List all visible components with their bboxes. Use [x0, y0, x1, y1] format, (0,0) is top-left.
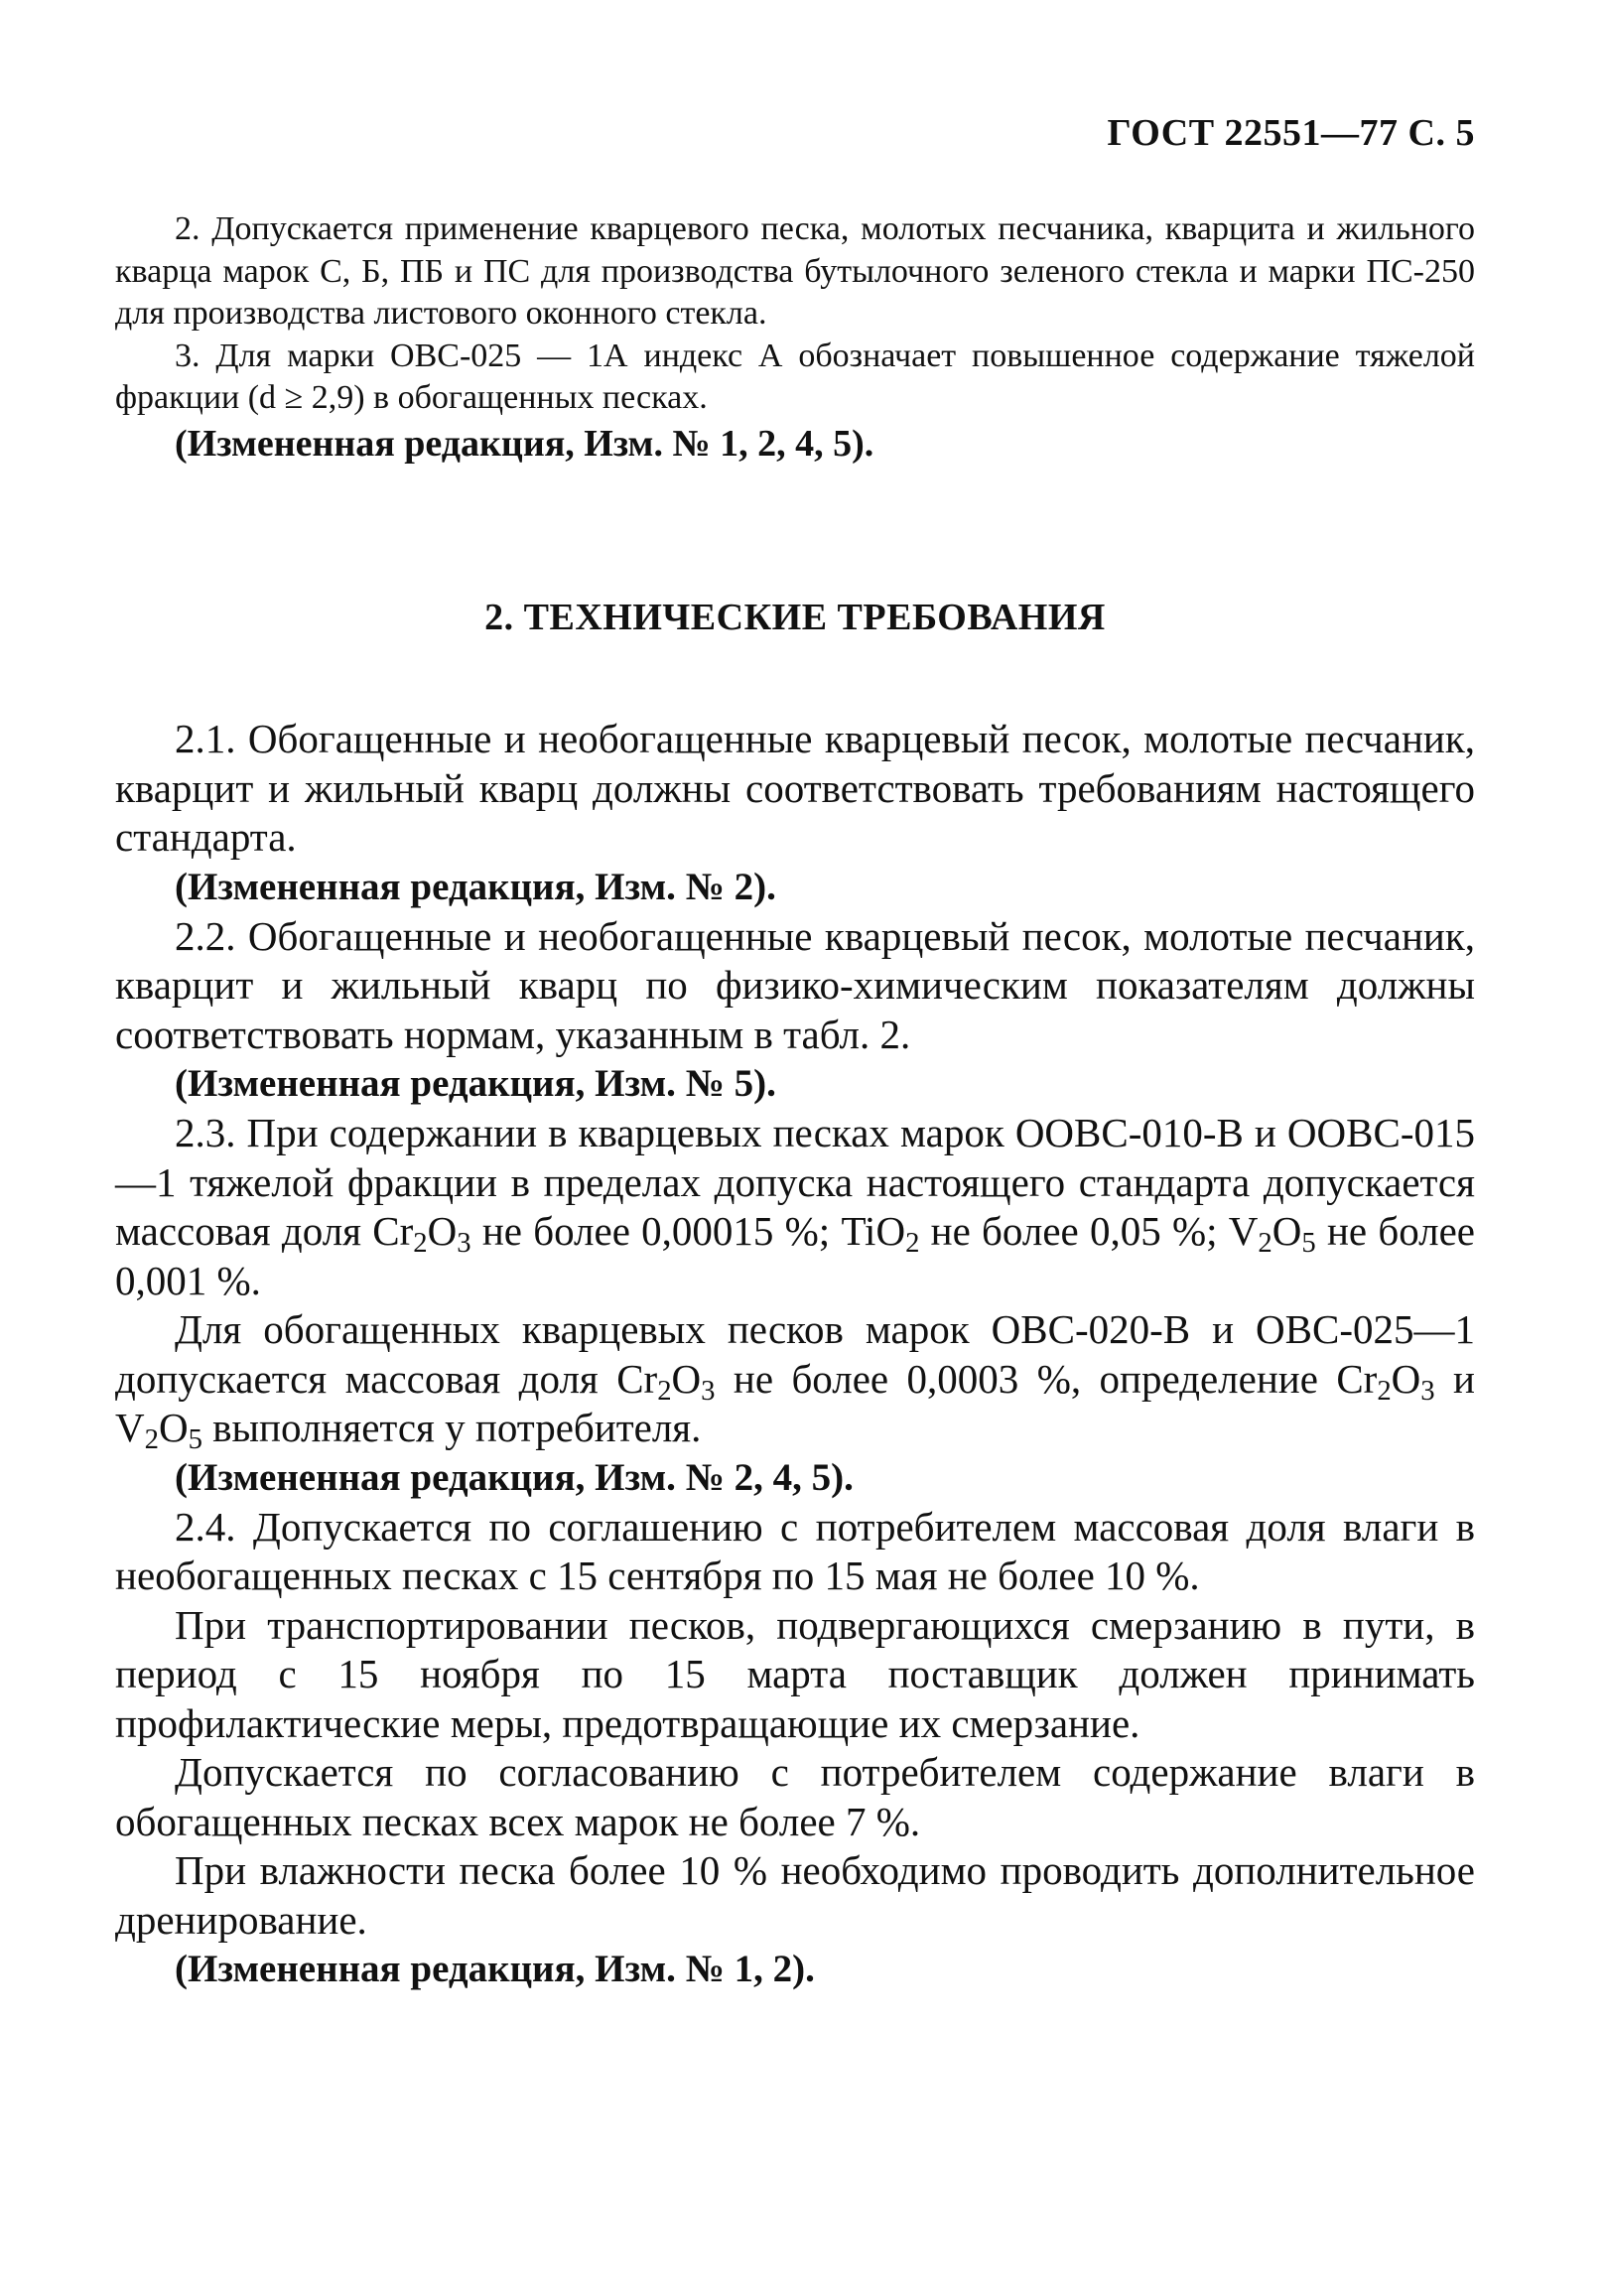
note-3: 3. Для марки ОВС-025 — 1А индекс А обозначает повышенное содержание тяжелой фракции (d ≥ 2,9) в обогащенных песках.: [115, 337, 1475, 416]
clause-2-2: 2.2. Обогащенные и необогащенные кварцевый песок, молотые песчаник, кварцит и жильный кварц по физико-химическим показателям должны соответствовать нормам, указанным в табл. 2.: [115, 912, 1475, 1057]
clause-2-4-paragraph-3: Допускается по согласованию с потребителем содержание влаги в обогащенных песках всех марок не более 7 %.: [115, 1749, 1475, 1844]
document-page: [115, 0, 1475, 2296]
clause-2-3-text-d: не более 0,001 %.: [115, 1208, 1476, 1303]
clause-2-4: 2.4. Допускается по соглашению с потребителем массовая доля влаги в необогащенных песках с 15 сентября по 15 мая не более 10 %.: [115, 1503, 1475, 1598]
clause-2-3-p2-text-d: выполняется у потребителя.: [201, 1405, 702, 1450]
clause-2-4-amendment: (Измененная редакция, Изм. № 1, 2).: [175, 1948, 815, 1990]
formula-v2o5: $V_2O_5$: [115, 1405, 202, 1456]
formula-tio2: TiO$_2$: [841, 1208, 920, 1260]
notes-amendment: (Измененная редакция, Изм. № 1, 2, 4, 5).: [175, 422, 874, 465]
formula-v2o5: $V_2O_5$: [1228, 1208, 1316, 1260]
clause-2-3-paragraph-2: [115, 1305, 1475, 1456]
clause-2-1-amendment: (Измененная редакция, Изм. № 2).: [175, 865, 776, 908]
requirements-body: [115, 715, 1475, 1994]
clause-2-3-text-c: не более 0,05 %;: [919, 1208, 1229, 1254]
formula-cr2o3: $Cr_2O_3$: [1336, 1355, 1435, 1407]
clause-2-3-p2-text-b: не более 0,0003 %, определение: [715, 1355, 1337, 1402]
formula-cr2o3: $Cr_2O_3$: [372, 1208, 471, 1260]
clause-2-3-p2-text-c: и: [1434, 1355, 1475, 1402]
clause-2-3-amendment: (Измененная редакция, Изм. № 2, 4, 5).: [175, 1455, 854, 1499]
clause-2-1: 2.1. Обогащенные и необогащенные кварцевый песок, молотые песчаник, кварцит и жильный кварц должны соответствовать требованиям настоящего стандарта.: [115, 716, 1475, 860]
clause-2-4-paragraph-2: При транспортировании песков, подвергающихся смерзанию в пути, в период с 15 ноября по 15 марта поставщик должен принимать профилактические меры, предотвращающие их смерзание.: [115, 1601, 1475, 1746]
clause-2-3-text-b: не более 0,00015 %;: [470, 1208, 842, 1254]
clause-2-2-amendment: (Измененная редакция, Изм. № 5).: [175, 1062, 776, 1105]
notes-block: [115, 208, 1475, 468]
page-header: ГОСТ 22551—77 С. 5: [1107, 112, 1475, 154]
clause-2-3-text-a: 2.3. При содержании в кварцевых песках марок ООВС-010-В и ООВС-015—1 тяжелой фракции в пределах допуска настоящего стандарта допускается массовая доля: [115, 1110, 1475, 1254]
formula-cr2o3: $Cr_2O_3$: [616, 1355, 716, 1407]
clause-2-3: [115, 1109, 1475, 1305]
clause-2-3-p2-text-a: Для обогащенных кварцевых песков марок ОВС-020-В и ОВС-025—1 допускается массовая доля: [115, 1306, 1475, 1402]
section-title: 2. ТЕХНИЧЕСКИЕ ТРЕБОВАНИЯ: [484, 597, 1106, 638]
clause-2-4-paragraph-4: При влажности песка более 10 % необходимо проводить дополнительное дренирование.: [115, 1847, 1475, 1943]
note-2: 2. Допускается применение кварцевого песка, молотых песчаника, кварцита и жильного кварца марок С, Б, ПБ и ПС для производства бутылочного зеленого стекла и марки ПС-250 для производства листового оконного стекла.: [115, 210, 1475, 332]
